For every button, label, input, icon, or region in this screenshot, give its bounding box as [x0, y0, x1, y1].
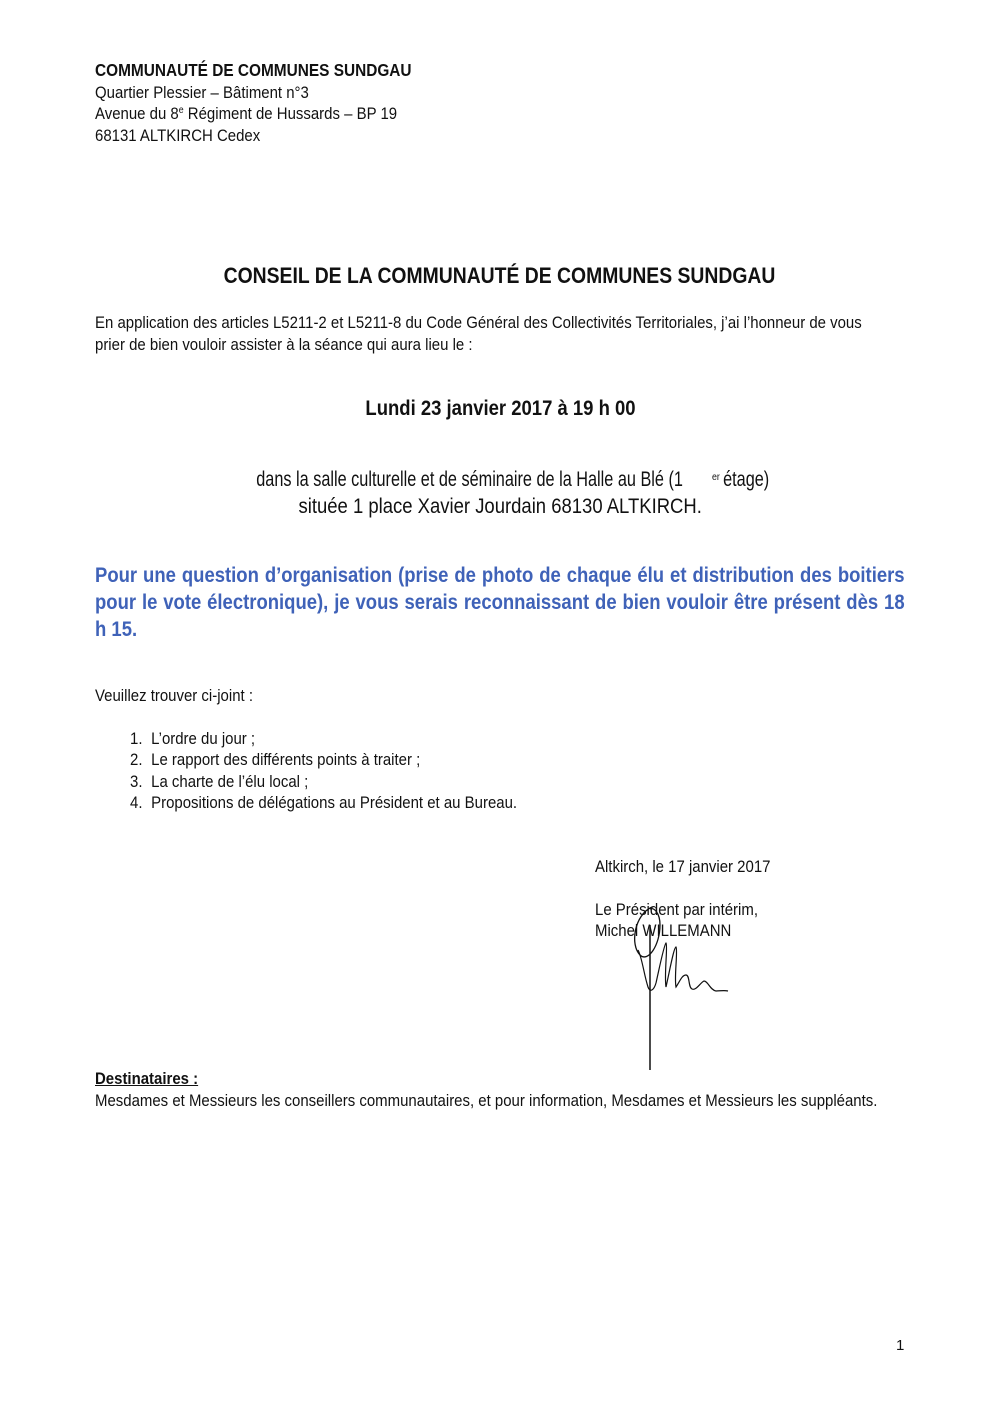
intro-paragraph: En application des articles L5211-2 et L5211-8 du Code Général des Collectivités Territoriales, j’ai l’honneur de vous prier de bien vouloir assister à la séance qui aura lieu le : [95, 313, 862, 354]
recipients-block [95, 1068, 877, 1111]
attachments-list [130, 728, 517, 813]
document-title: CONSEIL DE LA COMMUNAUTÉ DE COMMUNES SUNDGAU [224, 263, 776, 288]
meeting-date: Lundi 23 janvier 2017 à 19 h 00 [364, 397, 636, 420]
handwritten-signature [590, 895, 750, 1075]
meeting-location: dans la salle culturelle et de séminaire de la Halle au Blé (1 $^{er}$étage) située 1 place Xavier Jourdain 68130 ALTKIRCH. [256, 468, 770, 518]
sender-address-block [95, 60, 412, 146]
signoff-place-date: Altkirch, le 17 janvier 2017 [595, 857, 771, 876]
signatory-name: Michel WILLEMANN [595, 921, 732, 940]
list-item: 3. La charte de l’élu local ; [130, 771, 309, 791]
organisation-notice: Pour une question d’organisation (prise de photo de chaque élu et distribution des boitiers pour le vote électronique), je vous serais reconnaissant de bien vouloir être présent dès 18 h 15. [95, 564, 905, 641]
sender-address-line: Quartier Plessier – Bâtiment n°3 [95, 82, 309, 102]
sender-address-line: Avenue du 8e Régiment de Hussards – BP 19 [95, 104, 398, 123]
sender-organization: COMMUNAUTÉ DE COMMUNES SUNDGAU [95, 60, 412, 80]
recipients-label: Destinataires : [95, 1069, 199, 1088]
signatory-role: Le Président par intérim, [595, 899, 758, 919]
list-item: 1. L’ordre du jour ; [130, 729, 256, 748]
page-number: 1 [896, 1337, 905, 1354]
list-item: 4. Propositions de délégations au Président et au Bureau. [130, 792, 518, 812]
list-item: 2. Le rapport des différents points à traiter ; [130, 750, 421, 770]
recipients-text: Mesdames et Messieurs les conseillers communautaires, et pour information, Mesdames et Messieurs les suppléants. [95, 1090, 878, 1110]
attachments-label: Veuillez trouver ci-joint : [95, 686, 253, 705]
sender-address-line: 68131 ALTKIRCH Cedex [95, 125, 261, 145]
